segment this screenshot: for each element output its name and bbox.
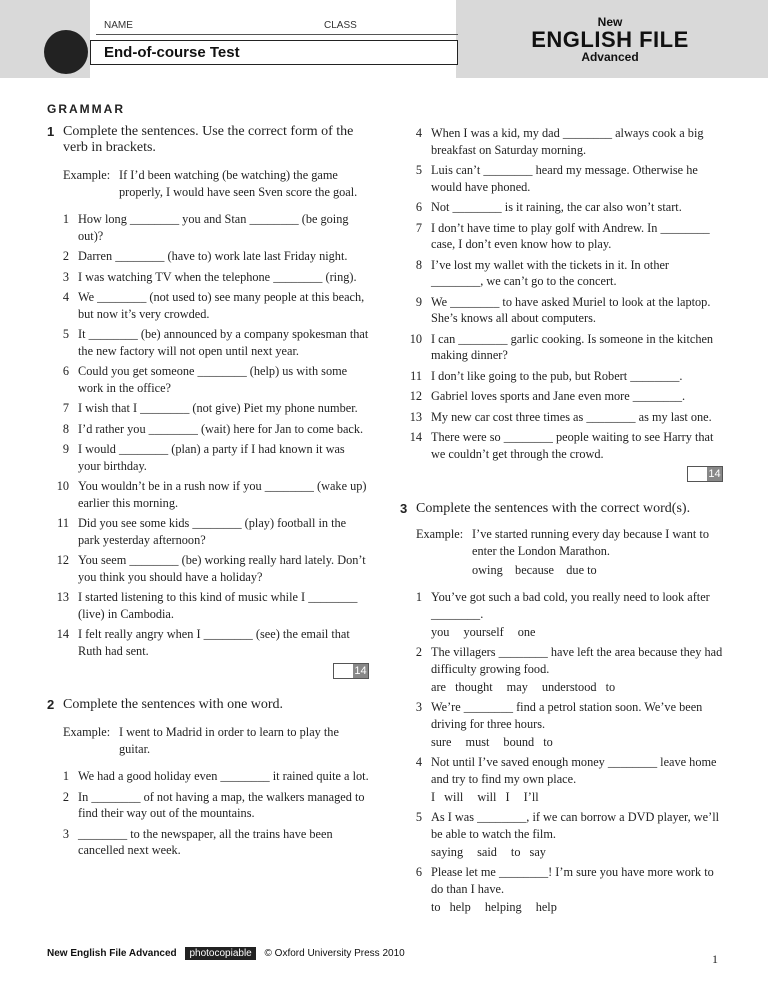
example-label: Example: <box>416 527 464 541</box>
question-item <box>400 754 723 787</box>
footer <box>47 948 405 959</box>
item-text: Luis can’t ________ heard my message. Otherwise he would have phoned. <box>431 163 698 194</box>
option[interactable]: yourself <box>463 625 504 639</box>
item-number: 5 <box>62 327 69 341</box>
question-instruction: Complete the sentences with the correct word(s). <box>416 501 691 516</box>
option[interactable]: to say <box>510 845 546 859</box>
option[interactable]: you <box>431 625 450 639</box>
footer-book-title: New English File Advanced <box>47 948 177 959</box>
section-heading-grammar: GRAMMAR <box>47 102 125 116</box>
option[interactable]: due to <box>566 563 597 577</box>
question-item <box>47 269 369 286</box>
question-1-example <box>47 167 369 201</box>
question-item <box>47 826 369 859</box>
question-item <box>47 289 369 322</box>
item-text: You’ve got such a bad cold, you really need to look after ________. <box>431 590 710 621</box>
option[interactable]: I will <box>431 790 464 804</box>
item-number: 14 <box>409 430 422 444</box>
question-item <box>400 162 723 195</box>
item-text: Darren ________ (have to) work late last Friday night. <box>78 249 348 263</box>
question-item <box>400 125 723 158</box>
question-2-items-right <box>400 125 723 462</box>
class-label: CLASS <box>324 20 357 31</box>
option[interactable]: owing <box>472 563 503 577</box>
item-options <box>400 734 723 750</box>
item-options <box>400 789 723 805</box>
item-text: As I was ________, if we can borrow a DVD player, we’ll be able to watch the film. <box>431 810 720 841</box>
question-number: 1 <box>47 124 55 139</box>
question-2-items-left <box>47 768 369 859</box>
question-3-example <box>400 526 723 560</box>
question-item <box>47 400 369 417</box>
item-text: I was watching TV when the telephone ________ (ring). <box>78 269 357 284</box>
question-item <box>400 220 723 253</box>
question-1-score <box>47 663 369 681</box>
item-number: 6 <box>415 200 422 214</box>
brand-line-new: New <box>597 15 623 29</box>
item-number: 10 <box>409 331 422 346</box>
item-number: 14 <box>56 627 69 641</box>
item-text: You wouldn’t be in a rush now if you ________ (wake up) earlier this morning. <box>78 479 367 510</box>
header-circle-decoration <box>44 30 88 74</box>
item-text: You seem ________ (be) working really hard lately. Don’t you think you should have a holiday? <box>78 553 366 584</box>
item-text: We ________ to have asked Muriel to look at the laptop. She’s knows all about computers. <box>431 294 711 325</box>
question-item <box>47 515 369 548</box>
question-item <box>400 644 723 677</box>
question-item <box>400 864 723 897</box>
item-number: 4 <box>62 290 69 304</box>
item-text: The villagers ________ have left the area because they had difficulty growing food. <box>431 645 723 676</box>
item-number: 4 <box>415 126 422 140</box>
item-text: Did you see some kids ________ (play) football in the park yesterday afternoon? <box>78 516 347 547</box>
option[interactable]: one <box>517 625 536 639</box>
score-total: 14 <box>708 468 721 480</box>
score-total: 14 <box>354 665 367 677</box>
item-number: 2 <box>415 645 422 659</box>
question-1-heading <box>47 124 369 156</box>
item-text: We had a good holiday even ________ it rained quite a lot. <box>78 769 369 783</box>
question-3-example-options <box>400 562 723 579</box>
example-label: Example: <box>63 725 111 739</box>
question-item <box>400 199 723 216</box>
item-text: Not ________ is it raining, the car also won’t start. <box>431 200 682 214</box>
item-number: 13 <box>56 590 69 604</box>
item-number: 11 <box>57 516 69 530</box>
item-text: Could you get someone ________ (help) us with some work in the office? <box>78 364 348 395</box>
brand-line-level: Advanced <box>581 50 639 64</box>
item-number: 7 <box>415 220 422 235</box>
item-number: 12 <box>56 553 69 567</box>
option[interactable]: I’ll <box>523 790 539 804</box>
question-1-items <box>47 211 369 659</box>
question-item <box>400 699 723 732</box>
item-text: We ________ (not used to) see many people at this beach, but now it’s very crowded. <box>78 290 365 321</box>
item-number: 6 <box>62 364 69 378</box>
item-text: In ________ of not having a map, the walkers managed to find their way out of the mountains. <box>78 789 365 820</box>
item-number: 3 <box>415 700 422 714</box>
question-number: 2 <box>47 697 55 712</box>
option[interactable]: are thought <box>431 680 493 694</box>
question-item <box>400 589 723 622</box>
option[interactable]: said <box>477 845 497 859</box>
question-item <box>400 368 723 385</box>
example-text: I went to Madrid in order to learn to play the guitar. <box>119 725 339 756</box>
question-item <box>47 552 369 585</box>
question-item <box>47 248 369 265</box>
item-text: My new car cost three times as ________ as my last one. <box>431 409 712 424</box>
item-text: There were so ________ people waiting to see Harry that we couldn’t get through the crowd. <box>431 430 714 461</box>
item-text: Gabriel loves sports and Jane even more ________. <box>431 389 686 403</box>
question-2-example <box>47 724 369 758</box>
left-column <box>47 124 369 863</box>
option[interactable]: may <box>506 680 528 694</box>
question-item <box>47 363 369 396</box>
item-number: 9 <box>415 294 422 309</box>
name-class-line <box>96 34 458 35</box>
item-options <box>400 624 723 640</box>
question-item <box>400 257 723 290</box>
item-number: 7 <box>62 401 69 415</box>
option[interactable]: help <box>535 900 557 914</box>
question-2-heading <box>47 697 369 713</box>
score-box[interactable] <box>333 663 369 679</box>
item-text: We’re ________ find a petrol station soon. We’ve been driving for three hours. <box>431 700 703 731</box>
option[interactable]: saying <box>431 845 464 859</box>
option[interactable]: helping <box>484 900 522 914</box>
item-number: 4 <box>415 755 422 769</box>
item-text: I’ve lost my wallet with the tickets in it. In other ________, we can’t go to the concert. <box>431 257 670 288</box>
footer-copyright: © Oxford University Press 2010 <box>264 948 405 959</box>
header-form-area <box>90 0 456 78</box>
item-number: 11 <box>410 368 422 383</box>
example-text: I’ve started running every day because I want to enter the London Marathon. <box>472 527 709 558</box>
item-number: 1 <box>62 769 69 783</box>
item-options <box>400 899 723 915</box>
question-3-heading <box>400 501 723 517</box>
item-number: 3 <box>62 826 69 841</box>
item-text: I would ________ (plan) a party if I had known it was your birthday. <box>78 442 345 473</box>
item-number: 9 <box>62 442 69 456</box>
item-text: I don’t like going to the pub, but Robert ________. <box>431 368 683 383</box>
item-options <box>400 844 723 860</box>
item-text: I’d rather you ________ (wait) here for Jan to come back. <box>78 421 364 436</box>
right-column <box>400 125 723 919</box>
brand-line-english-file: ENGLISH FILE <box>531 27 689 52</box>
example-label: Example: <box>63 168 111 182</box>
question-instruction: Complete the sentences with one word. <box>63 697 284 712</box>
question-instruction: Complete the sentences. Use the correct form of the verb in brackets. <box>63 124 354 155</box>
footer-photocopiable-badge: photocopiable <box>185 947 255 960</box>
item-text: ________ to the newspaper, all the trains have been cancelled next week. <box>78 826 333 857</box>
example-text: If I’d been watching (be watching) the game properly, I would have seen Sven score the goal. <box>119 168 358 199</box>
question-item <box>400 388 723 405</box>
item-number: 10 <box>56 479 69 493</box>
question-item <box>47 789 369 822</box>
question-item <box>400 429 723 462</box>
question-item <box>400 331 723 364</box>
question-item <box>47 589 369 622</box>
item-number: 13 <box>409 409 422 424</box>
question-item <box>47 421 369 438</box>
question-item <box>47 441 369 474</box>
score-box[interactable] <box>687 466 723 482</box>
question-item <box>47 211 369 244</box>
item-text: When I was a kid, my dad ________ always cook a big breakfast on Saturday morning. <box>431 126 704 157</box>
item-number: 12 <box>409 389 422 403</box>
item-text: Please let me ________! I’m sure you have more work to do than I have. <box>431 865 714 896</box>
question-number: 3 <box>400 501 408 516</box>
item-number: 5 <box>415 163 422 177</box>
option[interactable]: must <box>465 735 490 749</box>
item-text: I don’t have time to play golf with Andrew. In ________ case, I don’t even know how to play. <box>431 220 710 251</box>
item-number: 6 <box>415 865 422 879</box>
question-item <box>47 478 369 511</box>
question-item <box>47 326 369 359</box>
option[interactable]: understood to <box>541 680 616 694</box>
question-item <box>400 409 723 426</box>
question-item <box>47 768 369 785</box>
option[interactable]: sure <box>431 735 452 749</box>
option[interactable]: will I <box>477 790 510 804</box>
item-text: I felt really angry when I ________ (see) the email that Ruth had sent. <box>78 627 350 658</box>
item-text: I can ________ garlic cooking. Is someone in the kitchen making dinner? <box>431 331 714 362</box>
item-text: I started listening to this kind of music while I ________ (live) in Cambodia. <box>78 590 358 621</box>
item-options <box>400 679 723 695</box>
option[interactable]: to help <box>431 900 471 914</box>
question-item <box>47 626 369 659</box>
page-number: 1 <box>712 952 718 966</box>
item-number: 5 <box>415 810 422 824</box>
item-text: It ________ (be) announced by a company spokesman that the new factory will not open until next year. <box>78 327 369 358</box>
item-text: Not until I’ve saved enough money ________ leave home and try to find my own place. <box>431 755 717 786</box>
name-label: NAME <box>104 20 133 31</box>
option[interactable]: because <box>515 563 554 577</box>
item-number: 8 <box>62 421 69 436</box>
item-text: I wish that I ________ (not give) Piet my phone number. <box>78 401 358 415</box>
question-3-items <box>400 589 723 915</box>
item-text: How long ________ you and Stan ________ (be going out)? <box>78 212 349 243</box>
item-number: 2 <box>62 249 69 263</box>
option[interactable]: bound to <box>503 735 553 749</box>
question-item <box>400 294 723 327</box>
item-number: 1 <box>415 590 422 604</box>
page-title: End-of-course Test <box>104 44 240 61</box>
brand-logo <box>520 16 700 64</box>
item-number: 2 <box>62 789 69 804</box>
item-number: 3 <box>62 269 69 284</box>
question-item <box>400 809 723 842</box>
question-2-score <box>400 466 723 484</box>
item-number: 1 <box>62 212 69 226</box>
item-number: 8 <box>415 257 422 272</box>
